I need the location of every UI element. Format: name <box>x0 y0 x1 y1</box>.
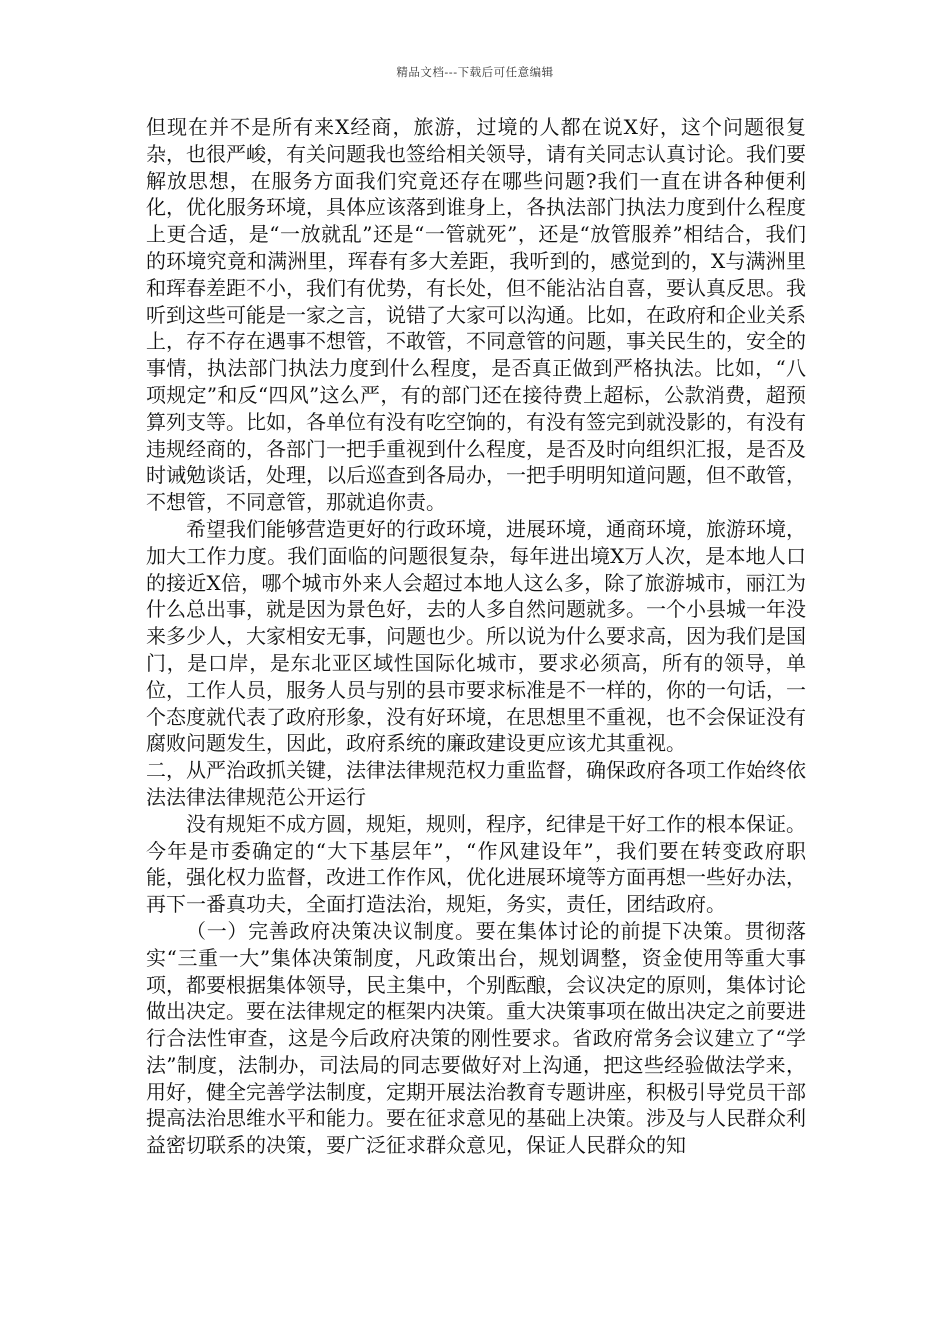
paragraph-2: 希望我们能够营造更好的行政环境，进展环境，通商环境，旅游环境，加大工作力度。我们面临的问题很复杂，每年进出境X万人次，是本地人口的接近X倍，哪个城市外来人会超过本地人这么多，除了旅游城市，丽江为什么总出事，就是因为景色好，去的人多自然问题就多。一个小县城一年没来多少人，大家相安无事，问题也少。所以说为什么要求高，因为我们是国门，是口岸，是东北亚区域性国际化城市，要求必须高，所有的领导，单位，工作人员，服务人员与别的县市要求标准是不一样的，你的一句话，一个态度就代表了政府形象，没有好环境，在思想里不重视，也不会保证没有腐败问题发生，因此，政府系统的廉政建设更应该尤其重视。 <box>146 516 806 756</box>
paragraph-4: （一）完善政府决策决议制度。要在集体讨论的前提下决策。贯彻落实“三重一大”集体决策制度，凡政策出台，规划调整，资金使用等重大事项，都要根据集体领导，民主集中，个别酝酿，会议决定的原则，集体讨论做出决定。要在法律规定的框架内决策。重大决策事项在做出决定之前要进行合法性审查，这是今后政府决策的刚性要求。省政府常务会议建立了“学法”制度，法制办，司法局的同志要做好对上沟通，把这些经验做法学来，用好，健全完善学法制度，定期开展法治教育专题讲座，积极引导党员干部提高法治思维水平和能力。要在征求意见的基础上决策。涉及与人民群众利益密切联系的决策，要广泛征求群众意见，保证人民群众的知 <box>146 918 806 1158</box>
paragraph-1: 但现在并不是所有来X经商，旅游，过境的人都在说X好，这个问题很复杂，也很严峻，有关问题我也签给相关领导，请有关同志认真讨论。我们要解放思想，在服务方面我们究竟还存在哪些问题?我们一直在讲各种便利化，优化服务环境，具体应该落到谁身上，各执法部门执法力度到什么程度上更合适，是“一放就乱”还是“一管就死”，还是“放管服养”相结合，我们的环境究竟和满洲里，珲春有多大差距，我听到的，感觉到的，X与满洲里和珲春差距不小，我们有优势，有长处，但不能沾沾自喜，要认真反思。我听到这些可能是一家之言，说错了大家可以沟通。比如，在政府和企业关系上，存不存在遇事不想管，不敢管，不同意管的问题，事关民生的，安全的事情，执法部门执法力度到什么程度，是否真正做到严格执法。比如，“八项规定”和反“四风”这么严，有的部门还在接待费上超标，公款消费，超预算列支等。比如，各单位有没有吃空饷的，有没有签完到就没影的，有没有违规经商的，各部门一把手重视到什么程度，是否及时向组织汇报，是否及时诫勉谈话，处理，以后巡查到各局办，一把手明明知道问题，但不敢管，不想管，不同意管，那就追你责。 <box>146 115 806 515</box>
page-header: 精品文档---下载后可任意编辑 <box>396 65 554 79</box>
section-heading-2: 二，从严治政抓关键，法律法律规范权力重监督，确保政府各项工作始终依法法律法律规范公开运行 <box>146 758 806 809</box>
paragraph-3: 没有规矩不成方圆，规矩，规则，程序，纪律是干好工作的根本保证。今年是市委确定的“大下基层年”，“作风建设年”，我们要在转变政府职能，强化权力监督，改进工作作风，优化进展环境等方面再想一些好办法，再下一番真功夫，全面打造法治，规矩，务实，责任，团结政府。 <box>146 811 806 917</box>
document-body <box>146 114 806 1159</box>
